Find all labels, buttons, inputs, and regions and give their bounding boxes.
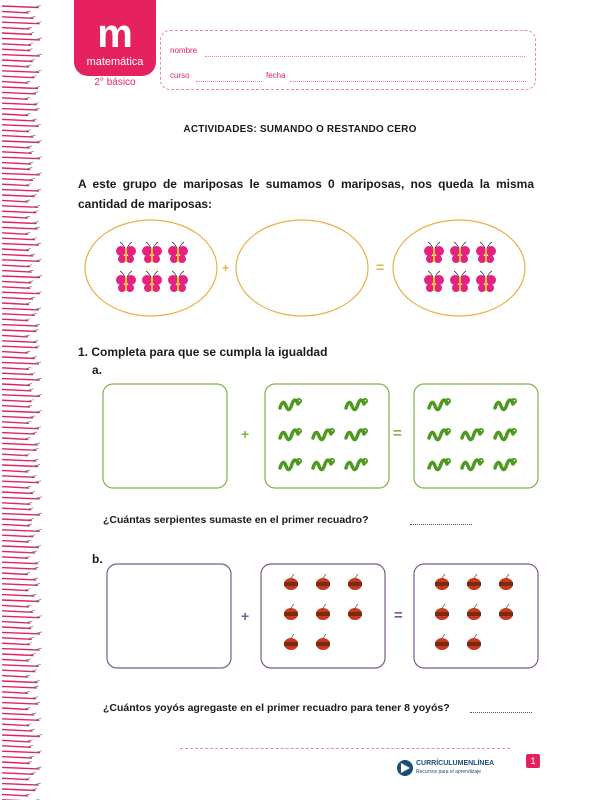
logo-subject: matemática [86, 56, 144, 68]
butterfly-icon [450, 242, 470, 263]
butterfly-icon [116, 242, 136, 263]
page-number: 1 [526, 754, 540, 768]
grade-label: 2° básico [94, 77, 136, 88]
butterfly-group-oval [85, 220, 217, 316]
snake-icon [280, 428, 302, 440]
butterfly-icon [476, 271, 496, 292]
snake-icon [313, 458, 335, 470]
yoyo-icon [435, 634, 449, 650]
name-label: nombre [170, 46, 198, 55]
snake-icon [429, 398, 451, 410]
empty-oval [236, 220, 368, 316]
plus-operator: + [222, 261, 230, 275]
answer-line-b[interactable] [470, 712, 532, 713]
snake-icon [495, 458, 517, 470]
logo-letter: m [97, 12, 133, 56]
butterfly-icon [168, 271, 188, 292]
yoyo-icon [435, 574, 449, 590]
yoyo-icon [284, 574, 298, 590]
yoyo-icon [467, 574, 481, 590]
date-label: fecha [266, 71, 286, 80]
yoyo-icon [348, 604, 362, 620]
snake-box-second [265, 384, 389, 488]
yoyo-icon [499, 604, 513, 620]
yoyo-icon [499, 574, 513, 590]
snake-icon [429, 428, 451, 440]
snake-box-result [414, 384, 538, 488]
snake-icon [280, 398, 302, 410]
butterfly-icon [142, 271, 162, 292]
exercise-instruction: 1. Completa para que se cumpla la igualdad [78, 345, 328, 359]
yoyo-icon [284, 604, 298, 620]
snake-icon [495, 428, 517, 440]
part-a-label: a. [92, 363, 103, 377]
question-a: ¿Cuántas serpientes sumaste en el primer recuadro? [103, 514, 369, 526]
page-title: ACTIVIDADES: SUMANDO O RESTANDO CERO [183, 124, 417, 135]
plus-operator-b: + [241, 608, 250, 624]
snake-icon [462, 458, 484, 470]
yoyo-icon [316, 604, 330, 620]
result-butterfly-oval [393, 220, 525, 316]
yoyo-icon [316, 634, 330, 650]
snake-icon [495, 398, 517, 410]
snake-icon [313, 428, 335, 440]
butterfly-icon [116, 271, 136, 292]
butterfly-icon [476, 242, 496, 263]
snake-icon [429, 458, 451, 470]
snake-icon [280, 458, 302, 470]
butterfly-icon [450, 271, 470, 292]
equals-operator-b: = [394, 607, 403, 624]
yoyo-answer-box[interactable] [107, 564, 231, 668]
yoyo-icon [284, 634, 298, 650]
snake-icon [346, 458, 368, 470]
snake-icon [346, 398, 368, 410]
footer-brand: CURRÍCULUMENLÍNEA [416, 760, 495, 767]
equals-operator: = [376, 259, 385, 275]
snake-icon [462, 428, 484, 440]
yoyo-icon [467, 634, 481, 650]
footer-tagline: Recursos para el aprendizaje [416, 769, 482, 775]
yoyo-icon [348, 574, 362, 590]
intro-text: A este grupo de mariposas le sumamos 0 mariposas, nos queda la misma cantidad de mariposas: [78, 177, 534, 211]
equals-operator-a: = [393, 425, 402, 442]
butterfly-icon [168, 242, 188, 263]
answer-line-a[interactable] [410, 524, 472, 525]
plus-operator-a: + [241, 426, 250, 442]
snake-answer-box[interactable] [103, 384, 227, 488]
footer-divider [180, 748, 510, 749]
butterfly-icon [424, 242, 444, 263]
part-b-label: b. [92, 552, 103, 566]
snake-icon [346, 428, 368, 440]
course-label: curso [170, 71, 190, 80]
yoyo-icon [316, 574, 330, 590]
yoyo-icon [435, 604, 449, 620]
butterfly-icon [142, 242, 162, 263]
butterfly-icon [424, 271, 444, 292]
yoyo-icon [467, 604, 481, 620]
question-b: ¿Cuántos yoyós agregaste en el primer recuadro para tener 8 yoyós? [103, 702, 450, 714]
